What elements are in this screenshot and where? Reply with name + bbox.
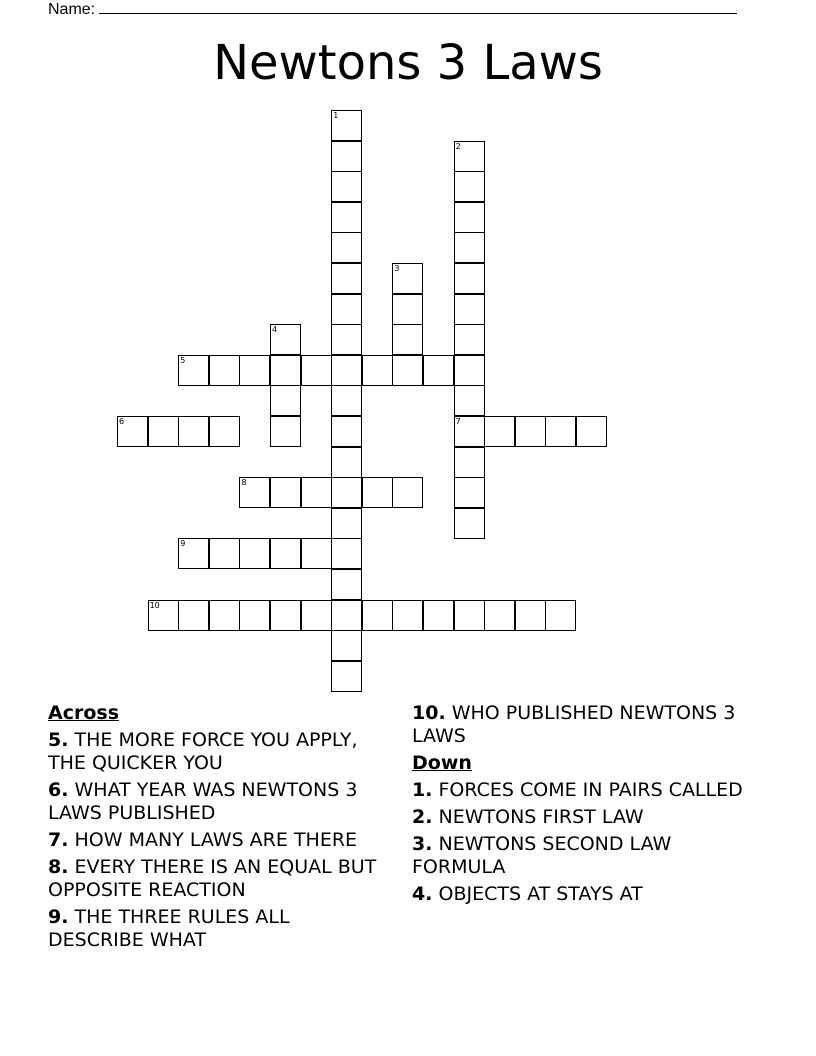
- clue-across-10: [412, 702, 752, 748]
- grid-cell[interactable]: [576, 416, 607, 447]
- grid-cell[interactable]: [301, 600, 332, 631]
- clue-across-9: [48, 906, 388, 952]
- clue-text: WHAT YEAR WAS NEWTONS 3 LAWS PUBLISHED: [48, 779, 358, 824]
- grid-cell[interactable]: [392, 294, 423, 325]
- grid-cell[interactable]: [301, 538, 332, 569]
- grid-cell[interactable]: [454, 600, 485, 631]
- grid-cell[interactable]: [331, 294, 362, 325]
- grid-cell[interactable]: [454, 171, 485, 202]
- clue-across-7: [48, 829, 388, 852]
- grid-cell[interactable]: [331, 171, 362, 202]
- grid-cell[interactable]: [362, 355, 393, 386]
- clue-number: 8.: [48, 856, 69, 878]
- clue-text: OBJECTS AT STAYS AT: [438, 883, 643, 905]
- grid-cell[interactable]: [239, 477, 270, 508]
- grid-cell[interactable]: [484, 600, 515, 631]
- grid-cell[interactable]: [331, 232, 362, 263]
- clue-across-6: [48, 779, 388, 825]
- clue-number: 3.: [412, 833, 433, 855]
- grid-cell[interactable]: [331, 661, 362, 692]
- grid-cell[interactable]: [362, 477, 393, 508]
- clue-text: FORCES COME IN PAIRS CALLED: [438, 779, 743, 801]
- grid-cell[interactable]: [392, 600, 423, 631]
- clue-number: 6.: [48, 779, 69, 801]
- clue-number: 9.: [48, 906, 69, 928]
- grid-cell[interactable]: [331, 324, 362, 355]
- grid-cell[interactable]: [301, 355, 332, 386]
- grid-cell[interactable]: [331, 141, 362, 172]
- grid-cell[interactable]: [331, 630, 362, 661]
- grid-cell[interactable]: [392, 355, 423, 386]
- grid-cell[interactable]: [545, 600, 576, 631]
- grid-cell[interactable]: [270, 538, 301, 569]
- clue-across-8: [48, 856, 388, 902]
- grid-cell[interactable]: [331, 110, 362, 141]
- grid-cell[interactable]: [454, 294, 485, 325]
- grid-cell[interactable]: [209, 355, 240, 386]
- grid-cell[interactable]: [301, 477, 332, 508]
- clue-number: 2.: [412, 806, 433, 828]
- clue-text: THE MORE FORCE YOU APPLY, THE QUICKER YOU: [48, 729, 358, 774]
- grid-cell[interactable]: [331, 569, 362, 600]
- clue-text: WHO PUBLISHED NEWTONS 3 LAWS: [412, 702, 736, 747]
- grid-cell[interactable]: [392, 263, 423, 294]
- grid-cell[interactable]: [515, 600, 546, 631]
- clue-text: NEWTONS SECOND LAW FORMULA: [412, 833, 672, 878]
- cell-number: 10: [149, 600, 160, 610]
- grid-cell[interactable]: [270, 324, 301, 355]
- grid-cell[interactable]: [331, 508, 362, 539]
- clue-down-3: [412, 833, 752, 879]
- clue-down-1: [412, 779, 752, 802]
- cell-number: 2: [455, 141, 461, 151]
- clues-column-right: [412, 702, 752, 910]
- grid-cell[interactable]: [117, 416, 148, 447]
- grid-cell[interactable]: [392, 477, 423, 508]
- grid-cell[interactable]: [239, 600, 270, 631]
- page-title: Newtons 3 Laws: [213, 35, 603, 91]
- grid-cell[interactable]: [331, 538, 362, 569]
- grid-cell[interactable]: [331, 477, 362, 508]
- grid-cell[interactable]: [148, 600, 179, 631]
- cell-number: 6: [119, 417, 125, 426]
- grid-cell[interactable]: [270, 600, 301, 631]
- grid-cell[interactable]: [331, 600, 362, 631]
- cell-number: 3: [394, 264, 400, 273]
- grid-cell[interactable]: [270, 477, 301, 508]
- grid-cell[interactable]: [331, 263, 362, 294]
- grid-cell[interactable]: [239, 538, 270, 569]
- grid-cell[interactable]: [454, 232, 485, 263]
- clue-text: THE THREE RULES ALL DESCRIBE WHAT: [48, 906, 290, 951]
- grid-cell[interactable]: [454, 508, 485, 539]
- grid-cell[interactable]: [270, 385, 301, 416]
- across-heading: Across: [48, 702, 120, 724]
- grid-cell[interactable]: [454, 263, 485, 294]
- grid-cell[interactable]: [331, 416, 362, 447]
- cell-number: 4: [272, 325, 278, 335]
- clue-number: 5.: [48, 729, 69, 751]
- clue-text: NEWTONS FIRST LAW: [438, 806, 644, 828]
- down-heading: Down: [412, 752, 472, 774]
- grid-cell[interactable]: [484, 416, 515, 447]
- grid-cell[interactable]: [392, 324, 423, 355]
- grid-cell[interactable]: [454, 385, 485, 416]
- clue-down-2: [412, 806, 752, 829]
- name-label: Name:: [48, 1, 96, 18]
- clues-column-left: [48, 702, 388, 956]
- grid-cell[interactable]: [331, 385, 362, 416]
- grid-cell[interactable]: [454, 355, 485, 386]
- clue-text: HOW MANY LAWS ARE THERE: [74, 829, 358, 851]
- grid-cell[interactable]: [545, 416, 576, 447]
- clue-number: 1.: [412, 779, 433, 801]
- cell-number: 8: [241, 478, 247, 488]
- grid-cell[interactable]: [454, 477, 485, 508]
- clue-number: 4.: [412, 883, 433, 905]
- cell-number: 9: [180, 539, 186, 549]
- grid-cell[interactable]: [454, 324, 485, 355]
- clue-text: EVERY THERE IS AN EQUAL BUT OPPOSITE REACTION: [48, 856, 377, 901]
- grid-cell[interactable]: [331, 202, 362, 233]
- clue-down-4: [412, 883, 752, 906]
- grid-cell[interactable]: [209, 416, 240, 447]
- grid-cell[interactable]: [270, 416, 301, 447]
- grid-cell[interactable]: [209, 600, 240, 631]
- grid-cell[interactable]: [515, 416, 546, 447]
- cell-number: 7: [455, 417, 461, 426]
- grid-cell[interactable]: [454, 202, 485, 233]
- grid-cell[interactable]: [178, 355, 209, 386]
- grid-cell[interactable]: [331, 447, 362, 478]
- grid-cell[interactable]: [423, 600, 454, 631]
- grid-cell[interactable]: [209, 538, 240, 569]
- grid-cell[interactable]: [148, 416, 179, 447]
- grid-cell[interactable]: [270, 355, 301, 386]
- cell-number: 1: [333, 111, 339, 120]
- clue-across-5: [48, 729, 388, 775]
- grid-cell[interactable]: [178, 600, 209, 631]
- grid-cell[interactable]: [454, 447, 485, 478]
- clue-number: 7.: [48, 829, 69, 851]
- grid-cell[interactable]: [454, 416, 485, 447]
- grid-cell[interactable]: [331, 355, 362, 386]
- grid-cell[interactable]: [239, 355, 270, 386]
- grid-cell[interactable]: [454, 141, 485, 172]
- grid-cell[interactable]: [178, 538, 209, 569]
- grid-cell[interactable]: [178, 416, 209, 447]
- cell-number: 5: [180, 355, 186, 365]
- clue-number: 10.: [412, 702, 446, 724]
- grid-cell[interactable]: [423, 355, 454, 386]
- grid-cell[interactable]: [362, 600, 393, 631]
